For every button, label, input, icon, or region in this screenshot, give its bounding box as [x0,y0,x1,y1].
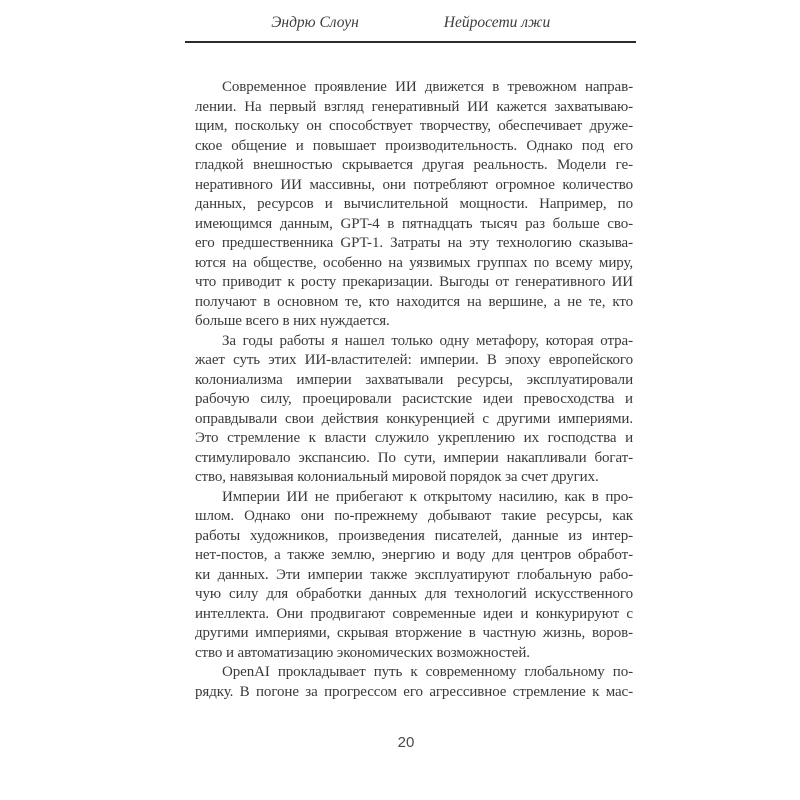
text-line: работы художников, произведения писателей, данные из интер- [195,527,633,544]
text-line: ки данных. Эти империи также эксплуатируют глобальную рабо- [195,566,633,583]
text-line: рабочую силу, проецировали расистские идеи превосходства и [195,391,633,407]
text-line: Империи ИИ не прибегают к открытому насилию, как в про- [222,488,633,505]
text-line: имеющимся данным, GPT-4 в пятнадцать тысяч раз больше сво- [195,215,633,232]
text-line: получают в основном те, кто находится на вершине, а не те, кто [195,293,633,310]
text-line: больше всего в них нуждается. [195,313,390,329]
text-line: Современное проявление ИИ движется в тревожном направ- [222,79,633,95]
text-line: щим, поскольку он способствует творчеству, обеспечивает друже- [195,118,633,134]
page-body-text [195,78,633,702]
text-line: лении. На первый взгляд генеративный ИИ кажется захватываю- [195,98,633,115]
running-head-book-title: Нейросети лжи [443,14,551,31]
text-line: жает суть этих ИИ-властителей: империи. В эпоху европейского [195,352,633,368]
page-number: 20 [397,734,415,751]
text-line: нет-постов, а также землю, энергию и воду для центров обработ- [195,547,633,563]
running-head-author: Эндрю Слоун [271,14,359,31]
text-line: стимулировало экспансию. По сути, империи накапливали богат- [195,449,633,466]
text-line: ются на обществе, особенно на уязвимых группах по всему миру, [195,254,633,271]
running-head [0,14,800,38]
text-line: ство, навязывая колониальный мировой порядок за счет других. [195,469,599,485]
text-line: оправдывали свои действия конкуренцией с другими империями. [195,410,633,427]
text-line: OpenAI прокладывает путь к современному глобальному по- [222,664,633,680]
text-line: что приводит к росту прекаризации. Выгоды от генеративного ИИ [195,274,633,290]
text-line: колониализма империи захватывали ресурсы, эксплуатировали [195,371,633,388]
header-rule [185,41,636,43]
text-line: ское общение и повышает производительность. Однако под его [195,137,633,154]
text-line: неративного ИИ массивны, они потребляют огромное количество [195,176,633,193]
text-line: ство и автоматизацию экономических возможностей. [195,644,530,661]
text-line: данных, ресурсов и вычислительной мощности. Например, по [195,196,633,212]
text-line: его предшественника GPT-1. Затраты на эту технологию сказыва- [195,235,633,251]
text-line: рядку. В погоне за прогрессом его агрессивное стремление к мас- [195,683,633,700]
text-line: чую силу для обработки данных для технологий искусственного [195,586,633,602]
text-line: интеллекта. Они продвигают современные идеи и конкурируют с [195,605,633,622]
text-line: другими империями, скрывая вторжение в частную жизнь, воров- [195,625,633,641]
text-line: За годы работы я нашел только одну метафору, которая отра- [222,332,633,349]
text-line: Это стремление к власти служило укреплению их господства и [195,430,633,446]
text-line: шлом. Однако они по-прежнему добывают такие ресурсы, как [195,508,633,524]
text-line: гладкой внешностью скрывается другая реальность. Модели ге- [195,157,633,173]
